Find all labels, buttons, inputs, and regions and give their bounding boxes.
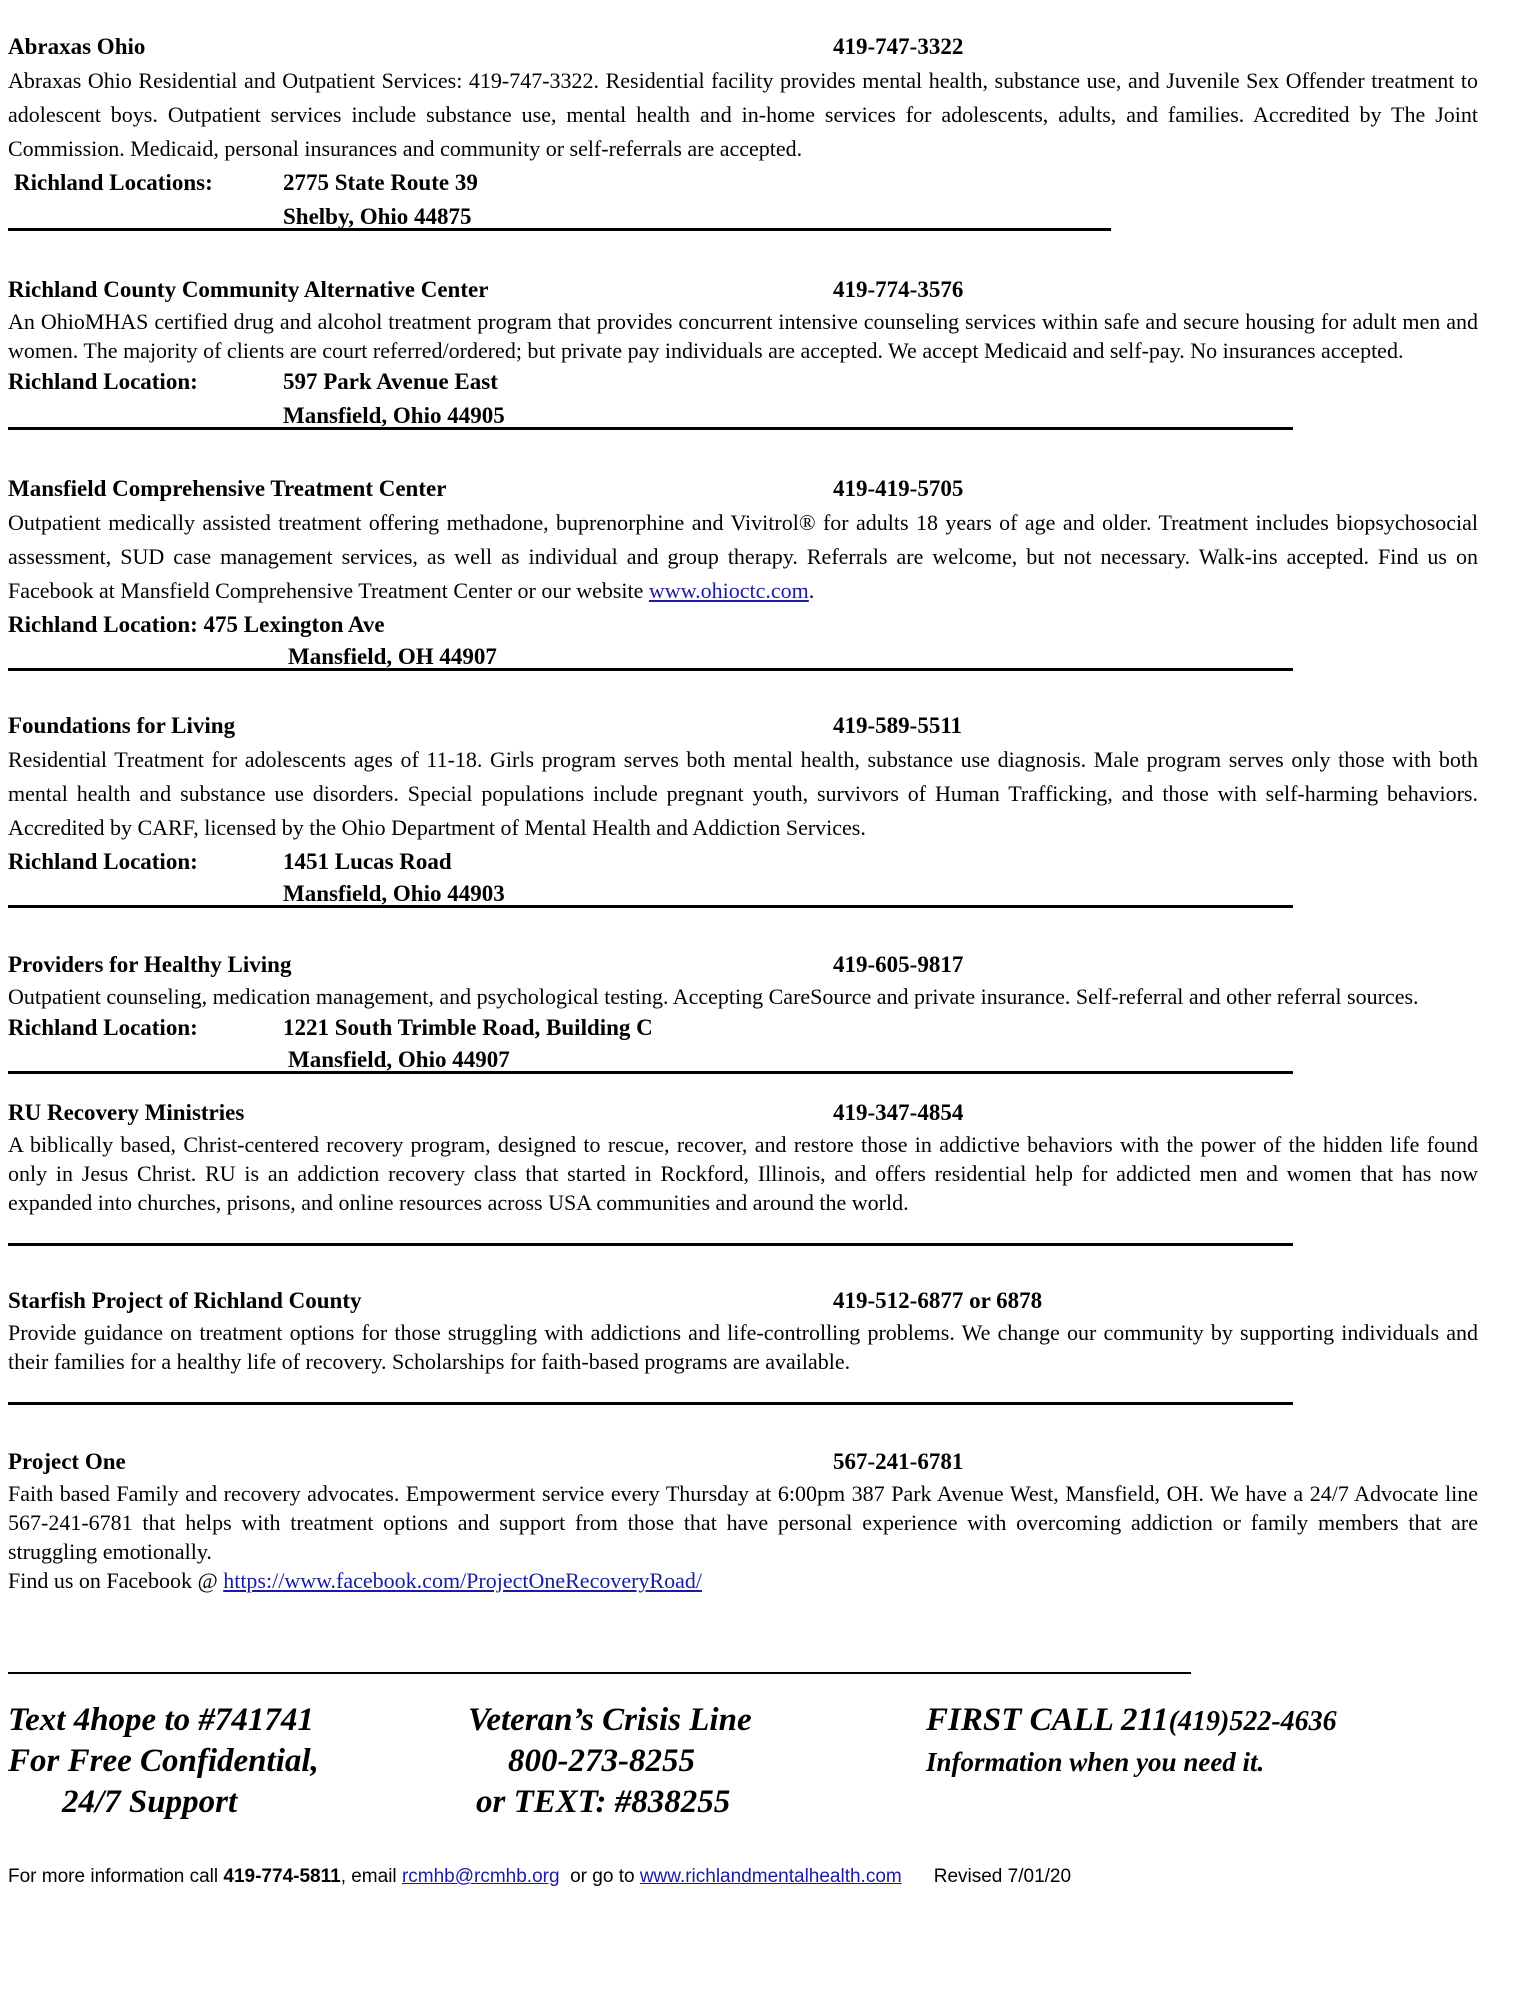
- entry-description: Provide guidance on treatment options for those struggling with addictions and life-controlling problems. We change our community by supporting individuals and their families for a healthy life of recovery. Scholarships for faith-based programs are available.: [8, 1320, 1478, 1374]
- veteran-line-1: Veteran’s Crisis Line: [468, 1702, 752, 1738]
- text-4hope-line-2: For Free Confidential,: [8, 1743, 319, 1779]
- entry-name: Project One: [8, 1449, 126, 1474]
- footer-divider: [8, 1672, 1191, 1674]
- entry-description: Abraxas Ohio Residential and Outpatient Services: 419-747-3322. Residential facility provides mental health, substance use, and Juvenile Sex Offender treatment to adolescent boys. Outpatient services include substance use, mental health and in-home services for adolescents, adults, and families. Accredited by The Joint Commission. Medicaid, personal insurances and community or self-referrals are accepted.: [8, 68, 1478, 161]
- resource-entry-community-alternative: [8, 273, 1478, 430]
- resource-entry-starfish: [8, 1284, 1478, 1405]
- location-label: Richland Locations:: [14, 170, 213, 195]
- first-call-callout: [926, 1700, 1337, 1783]
- first-call-title: FIRST CALL 211: [926, 1702, 1169, 1738]
- resource-list: [8, 30, 1478, 1595]
- entry-name: Providers for Healthy Living: [8, 952, 292, 977]
- resource-entry-abraxas: [8, 30, 1478, 231]
- entry-phone: 419-589-5511: [833, 713, 963, 738]
- footer-phone: 419-774-5811: [223, 1866, 341, 1887]
- address-line-2: Mansfield, OH 44907: [288, 644, 497, 669]
- divider: [8, 1402, 1293, 1405]
- text-4hope-line-3: 24/7 Support: [62, 1784, 238, 1820]
- entry-phone: 419-347-4854: [833, 1100, 964, 1125]
- facebook-prefix: Find us on Facebook @: [8, 1568, 224, 1593]
- entry-name: Mansfield Comprehensive Treatment Center: [8, 476, 447, 501]
- text-4hope-callout: [8, 1700, 319, 1823]
- resource-entry-project-one: [8, 1445, 1478, 1595]
- resource-entry-comprehensive-treatment: [8, 472, 1478, 671]
- resource-entry-foundations: [8, 709, 1478, 908]
- entry-description: Residential Treatment for adolescents ages of 11-18. Girls program serves both mental health, substance use diagnosis. Male program serves only those with both mental health and substance use disorders. Special populations include pregnant youth, survivors of Human Trafficking, and those with self-harming behaviors. Accredited by CARF, licensed by the Ohio Department of Mental Health and Addiction Services.: [8, 747, 1478, 840]
- address-line-1: 1221 South Trimble Road, Building C: [283, 1015, 653, 1040]
- entry-name: Richland County Community Alternative Center: [8, 277, 489, 302]
- location-label: Richland Location:: [8, 1015, 198, 1040]
- entry-description: Outpatient counseling, medication management, and psychological testing. Accepting CareSource and private insurance. Self-referral and other referral sources.: [8, 984, 1419, 1009]
- location-label: Richland Location: 475 Lexington Ave: [8, 612, 385, 637]
- resource-entry-providers: [8, 948, 1478, 1074]
- address-line-1: 597 Park Avenue East: [283, 369, 498, 394]
- footer-prefix: For more information call: [8, 1866, 224, 1887]
- entry-description: A biblically based, Christ-centered recovery program, designed to rescue, recover, and restore those in addictive behaviors with the power of the hidden life found only in Jesus Christ. RU is an addiction recovery class that started in Rockford, Illinois, and offers residential help for addicted men and women that has now expanded into churches, prisons, and online resources across USA communities and around the world.: [8, 1132, 1478, 1215]
- address-line-1: 1451 Lucas Road: [283, 849, 452, 874]
- crisis-callouts: [8, 1700, 1478, 1840]
- location-label: Richland Location:: [8, 849, 198, 874]
- address-line-2: Mansfield, Ohio 44907: [288, 1047, 510, 1072]
- veteran-line-3: or TEXT: #838255: [476, 1784, 731, 1820]
- address-line-2: Mansfield, Ohio 44905: [283, 403, 505, 428]
- entry-phone: 419-419-5705: [833, 476, 964, 501]
- entry-description: Faith based Family and recovery advocates. Empowerment service every Thursday at 6:00pm 387 Park Avenue West, Mansfield, OH. We have a 24/7 Advocate line 567-241-6781 that helps with treatment options and support from those that have personal experience with overcoming addiction or family members that are struggling emotionally.: [8, 1481, 1478, 1564]
- location-label: Richland Location:: [8, 369, 198, 394]
- entry-name: Abraxas Ohio: [8, 34, 146, 59]
- footer-email-link[interactable]: rcmhb@rcmhb.org: [401, 1866, 560, 1887]
- website-link[interactable]: www.ohioctc.com: [648, 578, 809, 603]
- entry-phone: 419-605-9817: [833, 952, 964, 977]
- description-text: Outpatient medically assisted treatment offering methadone, buprenorphine and Vivitrol® for adults 18 years of age and older. Treatment includes biopsychosocial assessment, SUD case management services, as well as individual and group therapy. Referrals are welcome, but not necessary. Walk-ins accepted. Find us on Facebook at Mansfield Comprehensive Treatment Center or our website: [8, 510, 1478, 603]
- first-call-phone: (419)522-4636: [1168, 1706, 1337, 1737]
- text-4hope-line-1: Text 4hope to #741741: [8, 1702, 314, 1738]
- address-line-2: Shelby, Ohio 44875: [283, 204, 472, 229]
- entry-name: Foundations for Living: [8, 713, 236, 738]
- entry-name: Starfish Project of Richland County: [8, 1288, 362, 1313]
- address-line-2: Mansfield, Ohio 44903: [283, 881, 505, 906]
- entry-phone: 567-241-6781: [833, 1449, 964, 1474]
- footer-website-link[interactable]: www.richlandmentalhealth.com: [639, 1866, 902, 1887]
- veteran-line-2: 800-273-8255: [508, 1743, 695, 1779]
- resource-entry-ru-recovery: [8, 1096, 1478, 1246]
- link-suffix: .: [808, 578, 815, 603]
- entry-phone: 419-512-6877 or 6878: [833, 1288, 1043, 1313]
- address-line-1: 2775 State Route 39: [283, 170, 478, 195]
- footer-info: [8, 1866, 1071, 1888]
- footer-email-prefix: , email: [340, 1866, 402, 1887]
- entry-name: RU Recovery Ministries: [8, 1100, 245, 1125]
- footer-revised: Revised 7/01/20: [933, 1866, 1072, 1887]
- facebook-line: [8, 1566, 1478, 1595]
- entry-phone: 419-774-3576: [833, 277, 964, 302]
- veteran-crisis-callout: [468, 1700, 752, 1823]
- entry-phone: 419-747-3322: [833, 34, 964, 59]
- entry-description: [8, 506, 1478, 608]
- divider: [8, 1243, 1293, 1246]
- footer-web-prefix: or go to: [559, 1866, 640, 1887]
- facebook-link[interactable]: https://www.facebook.com/ProjectOneRecoveryRoad/: [223, 1568, 702, 1593]
- first-call-subtitle: Information when you need it.: [926, 1747, 1265, 1777]
- entry-description: An OhioMHAS certified drug and alcohol treatment program that provides concurrent intensive counseling services within safe and secure housing for adult men and women. The majority of clients are court referred/ordered; but private pay individuals are accepted. We accept Medicaid and self-pay. No insurances accepted.: [8, 309, 1478, 363]
